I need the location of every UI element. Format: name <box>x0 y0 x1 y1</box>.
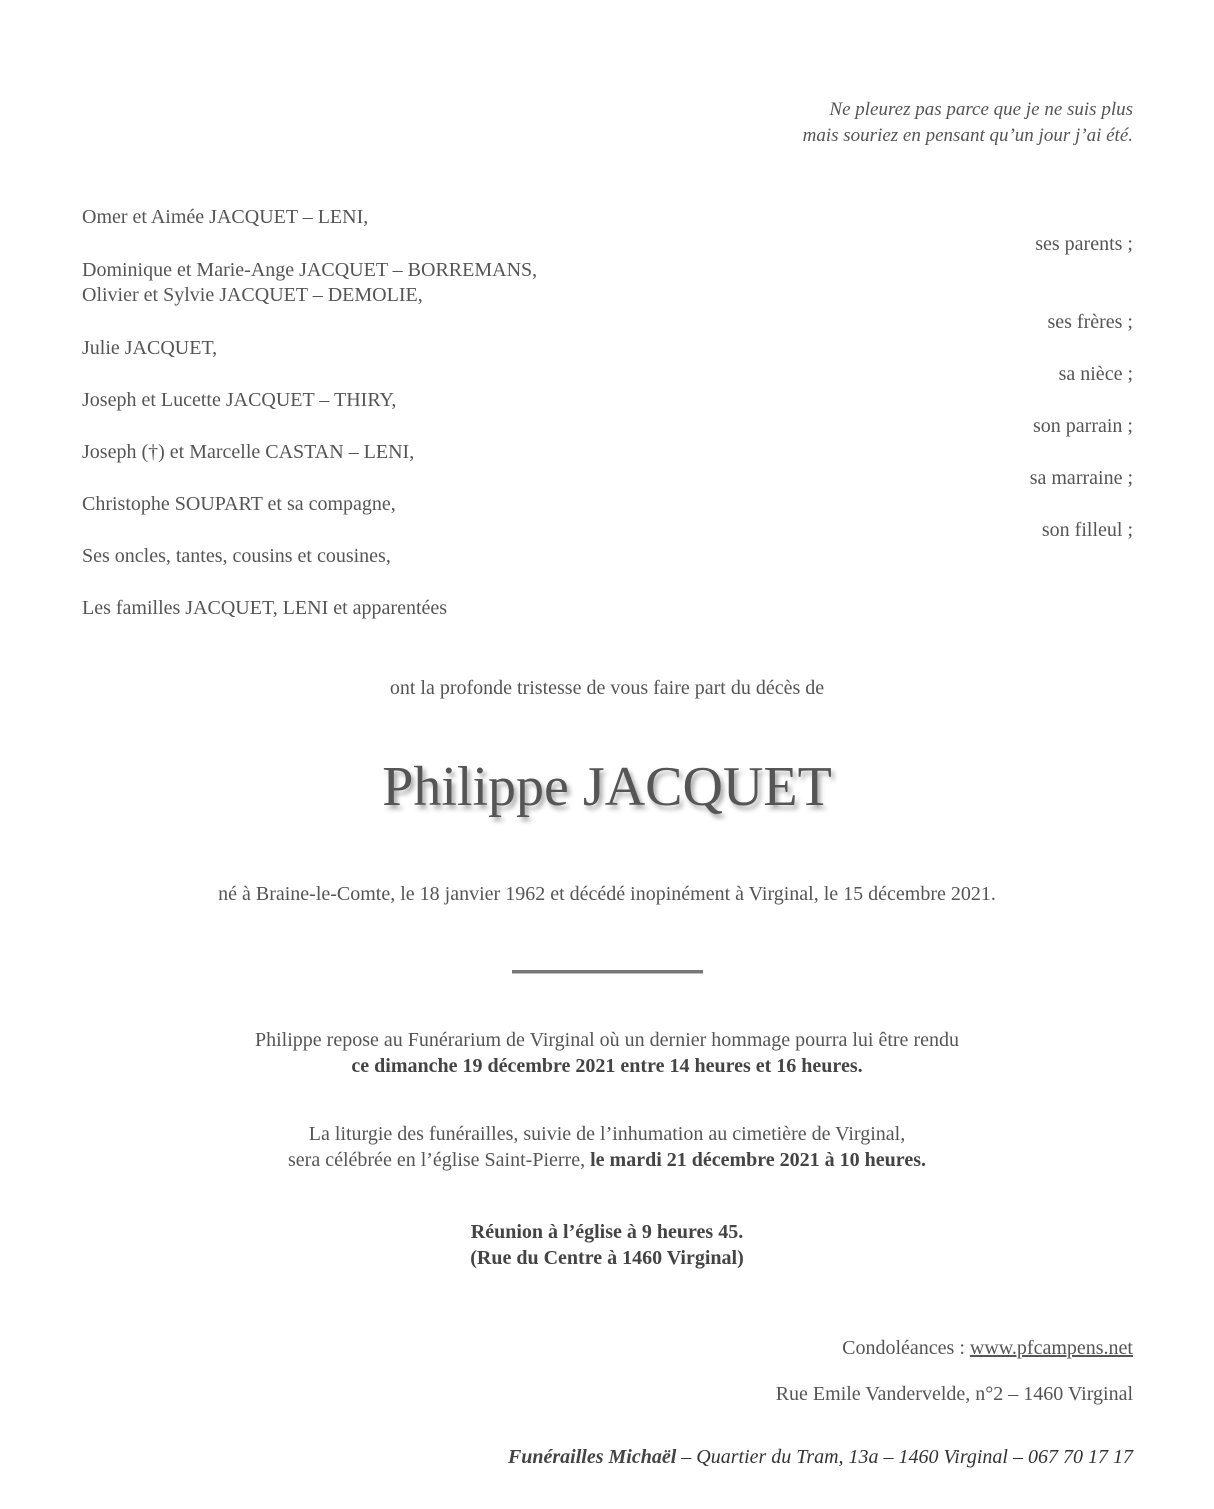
family-line: Omer et Aimée JACQUET – LENI, <box>82 206 369 228</box>
relation-label: son parrain ; <box>1033 415 1133 437</box>
family-line: Joseph (†) et Marcelle CASTAN – LENI, <box>82 441 415 463</box>
separator-line <box>512 970 703 974</box>
family-line: Dominique et Marie-Ange JACQUET – BORREMANS, <box>82 259 538 281</box>
condolences-link[interactable]: www.pfcampens.net <box>969 1337 1133 1359</box>
family-line: Ses oncles, tantes, cousins et cousines, <box>82 545 391 567</box>
footer-company: Funérailles Michaël <box>507 1446 677 1468</box>
liturgy-line: La liturgie des funérailles, suivie de l’inhumation au cimetière de Virginal, <box>308 1123 906 1145</box>
footer-details: – Quartier du Tram, 13a – 1460 Virginal – 067 70 17 17 <box>676 1446 1133 1468</box>
relation-label: sa nièce ; <box>1058 363 1133 385</box>
condolences <box>842 1336 1133 1360</box>
funeral-home-address: Rue Emile Vandervelde, n°2 – 1460 Virginal <box>775 1383 1133 1405</box>
birth-death-info: né à Braine-le-Comte, le 18 janvier 1962 et décédé inopinément à Virginal, le 15 décembre 2021. <box>218 883 996 905</box>
relation-label: son filleul ; <box>1041 519 1133 541</box>
epigraph-quote <box>803 97 1133 149</box>
family-line: Christophe SOUPART et sa compagne, <box>82 493 396 515</box>
quote-line: Ne pleurez pas parce que je ne suis plus <box>829 99 1133 120</box>
family-line: Julie JACQUET, <box>82 337 218 359</box>
family-line: Olivier et Sylvie JACQUET – DEMOLIE, <box>82 284 423 306</box>
footer <box>508 1446 1133 1469</box>
quote-line: mais souriez en pensant qu’un jour j’ai été. <box>802 125 1133 146</box>
liturgy-place: sera célébrée en l’église Saint-Pierre, <box>288 1149 591 1171</box>
relation-label: ses parents ; <box>1035 233 1133 255</box>
liturgy-date-text: le mardi 21 décembre 2021 à 10 heures. <box>590 1149 926 1171</box>
relation-label: sa marraine ; <box>1029 467 1133 489</box>
meeting-time-text: Réunion à l’église à 9 heures 45. <box>470 1221 744 1243</box>
liturgy-date <box>0 1148 1214 1173</box>
relation-label: ses frères ; <box>1047 311 1133 333</box>
meeting-address-text: (Rue du Centre à 1460 Virginal) <box>470 1247 744 1269</box>
deceased-name: Philippe JACQUET <box>382 756 832 818</box>
family-line: Les familles JACQUET, LENI et apparentées <box>82 597 448 619</box>
visitation-line: Philippe repose au Funérarium de Virginal où un dernier hommage pourra lui être rendu <box>255 1029 959 1051</box>
meeting-time <box>0 1220 1214 1245</box>
announcement: ont la profonde tristesse de vous faire part du décès de <box>389 677 825 699</box>
meeting-address <box>0 1246 1214 1271</box>
family-line: Joseph et Lucette JACQUET – THIRY, <box>82 389 397 411</box>
visitation-date-text: ce dimanche 19 décembre 2021 entre 14 heures et 16 heures. <box>351 1055 863 1077</box>
visitation-date <box>0 1054 1214 1079</box>
condolences-label: Condoléances : <box>842 1337 970 1359</box>
